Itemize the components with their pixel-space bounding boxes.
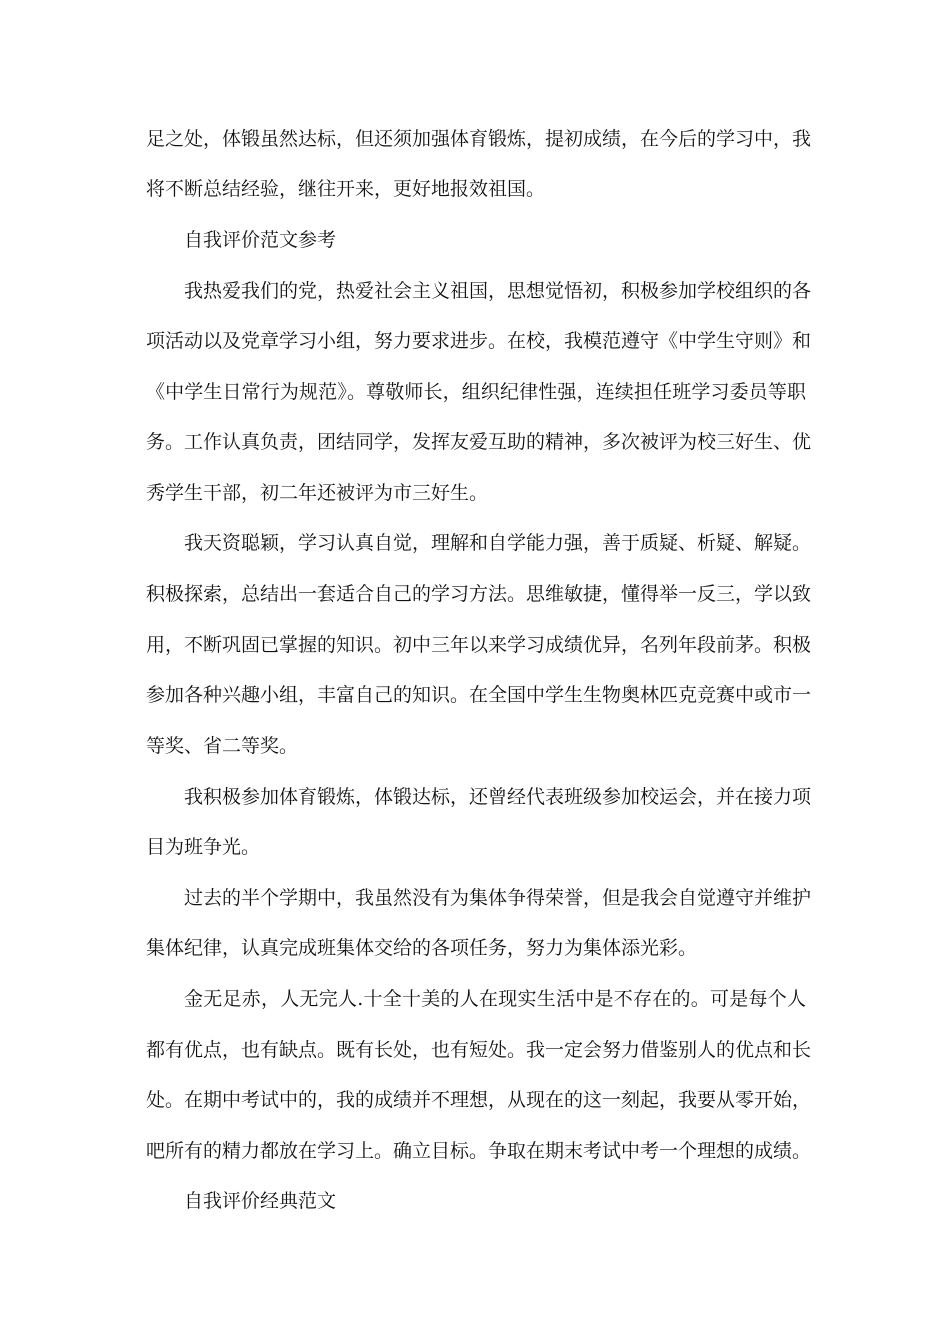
text-line: 都有优点，也有缺点。既有长处，也有短处。我一定会努力借鉴别人的优点和长: [146, 1039, 812, 1061]
text-line: 我天资聪颖，学习认真自觉，理解和自学能力强，善于质疑、析疑、解疑。: [184, 532, 812, 554]
text-line: 我积极参加体育锻炼，体锻达标，还曾经代表班级参加校运会，并在接力项: [184, 786, 812, 808]
text-line: 项活动以及党章学习小组，努力要求进步。在校，我模范遵守《中学生守则》和: [146, 330, 812, 352]
text-line: 积极探索，总结出一套适合自己的学习方法。思维敏捷，懂得举一反三，学以致: [146, 583, 812, 605]
text-line: 务。工作认真负责，团结同学，发挥友爱互助的精神，多次被评为校三好生、优: [146, 431, 812, 453]
text-line: 金无足赤，人无完人.十全十美的人在现实生活中是不存在的。可是每个人: [184, 988, 806, 1010]
text-line: 目为班争光。: [146, 836, 261, 858]
text-line: 处。在期中考试中的，我的成绩并不理想，从现在的这一刻起，我要从零开始，: [146, 1089, 812, 1111]
section-heading: 自我评价范文参考: [184, 229, 337, 251]
text-line: 集体纪律，认真完成班集体交给的各项任务，努力为集体添光彩。: [146, 937, 698, 959]
text-line: 吧所有的精力都放在学习上。确立目标。争取在期末考试中考一个理想的成绩。: [146, 1140, 812, 1162]
text-line: 过去的半个学期中，我虽然没有为集体争得荣誉，但是我会自觉遵守并维护: [184, 887, 812, 909]
text-line: 用，不断巩固已掌握的知识。初中三年以来学习成绩优异，名列年段前茅。积极: [146, 634, 812, 656]
text-line: 秀学生干部，初二年还被评为市三好生。: [146, 482, 489, 504]
text-line: 《中学生日常行为规范》。尊敬师长，组织纪律性强，连续担任班学习委员等职: [146, 381, 806, 403]
text-line: 足之处，体锻虽然达标，但还须加强体育锻炼，提初成绩，在今后的学习中，我: [146, 128, 812, 150]
text-line: 等奖、省二等奖。: [146, 735, 299, 757]
text-line: 参加各种兴趣小组，丰富自己的知识。在全国中学生生物奥林匹克竞赛中或市一: [146, 684, 812, 706]
text-line: 我热爱我们的党，热爱社会主义祖国，思想觉悟初，积极参加学校组织的各: [184, 280, 812, 302]
text-line: 将不断总结经验，继往开来，更好地报效祖国。: [146, 178, 546, 200]
section-heading: 自我评价经典范文: [184, 1190, 337, 1212]
